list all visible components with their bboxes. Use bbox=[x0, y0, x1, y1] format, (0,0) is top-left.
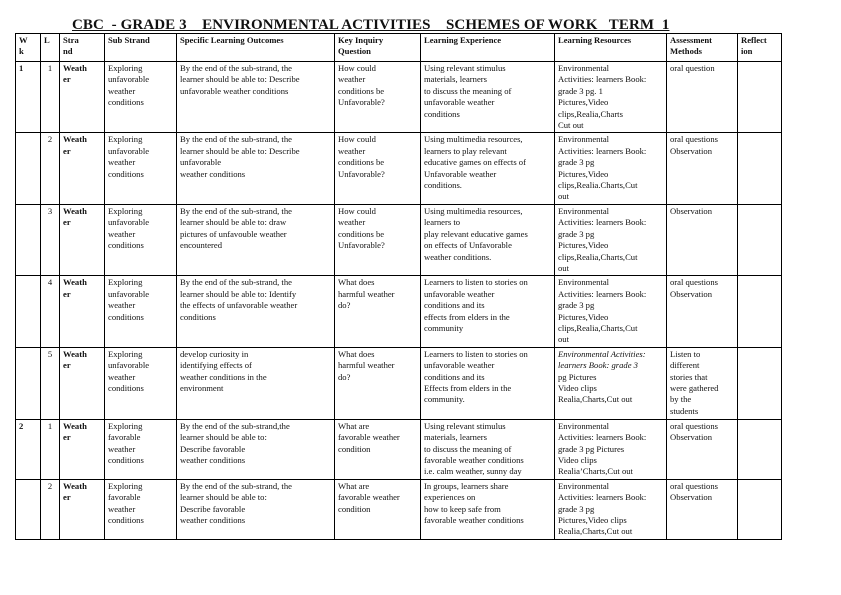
cell-key-inquiry-question: How could weather conditions be Unfavorable? bbox=[335, 133, 421, 204]
cell-sub-strand: Exploring unfavorable weather conditions bbox=[105, 347, 177, 419]
cell-specific-learning-outcomes: By the end of the sub-strand, the learner should be able to: Describe unfavorable weather conditions bbox=[177, 62, 335, 133]
cell-key-inquiry-question: What does harmful weather do? bbox=[335, 347, 421, 419]
cell-learning-experience: In groups, learners share experiences on how to keep safe from favorable weather conditions bbox=[421, 479, 555, 539]
cell-sub-strand: Exploring unfavorable weather conditions bbox=[105, 62, 177, 133]
cell-strand: Weath er bbox=[60, 204, 105, 275]
cell-lesson: 4 bbox=[41, 276, 60, 347]
cell-strand: Weath er bbox=[60, 479, 105, 539]
cell-learning-resources: Environmental Activities: learners Book: grade 3 pg. 1 Pictures,Video clips,Realia,Charts Cut out bbox=[555, 62, 667, 133]
cell-lesson: 2 bbox=[41, 133, 60, 204]
cell-key-inquiry-question: What are favorable weather condition bbox=[335, 479, 421, 539]
cell-reflection bbox=[738, 419, 782, 479]
cell-learning-experience: Using relevant stimulus materials, learners to discuss the meaning of favorable weather conditions i.e. calm weather, sunny day bbox=[421, 419, 555, 479]
cell-learning-experience: Learners to listen to stories on unfavorable weather conditions and its effects from elders in the community bbox=[421, 276, 555, 347]
cell-learning-resources bbox=[555, 347, 667, 419]
resources-list: pg Pictures Video clips Realia,Charts,Cut out bbox=[558, 371, 633, 405]
cell-specific-learning-outcomes: By the end of the sub-strand, the learner should be able to: Identify the effects of unfavorable weather conditions bbox=[177, 276, 335, 347]
cell-learning-experience: Learners to listen to stories on unfavorable weather conditions and its Effects from elders in the community. bbox=[421, 347, 555, 419]
cell-lesson: 2 bbox=[41, 479, 60, 539]
cell-assessment-methods: Observation bbox=[667, 204, 738, 275]
cell-key-inquiry-question: How could weather conditions be Unfavorable? bbox=[335, 62, 421, 133]
cell-key-inquiry-question: What does harmful weather do? bbox=[335, 276, 421, 347]
cell-sub-strand: Exploring favorable weather conditions bbox=[105, 419, 177, 479]
header-key-inquiry-question: Key Inquiry Question bbox=[335, 34, 421, 62]
cell-reflection bbox=[738, 347, 782, 419]
table-row bbox=[16, 276, 782, 347]
table-row bbox=[16, 62, 782, 133]
cell-assessment-methods: Listen to different stories that were gathered by the students bbox=[667, 347, 738, 419]
cell-specific-learning-outcomes: By the end of the sub-strand,the learner should be able to: Describe favorable weather conditions bbox=[177, 419, 335, 479]
table-row bbox=[16, 479, 782, 539]
cell-specific-learning-outcomes: By the end of the sub-strand, the learner should be able to: Describe unfavorable weather conditions bbox=[177, 133, 335, 204]
cell-specific-learning-outcomes: develop curiosity in identifying effects of weather conditions in the environment bbox=[177, 347, 335, 419]
cell-strand: Weath er bbox=[60, 347, 105, 419]
cell-week bbox=[16, 347, 41, 419]
cell-strand: Weath er bbox=[60, 276, 105, 347]
cell-week bbox=[16, 204, 41, 275]
cell-assessment-methods: oral questions Observation bbox=[667, 276, 738, 347]
header-lesson: L bbox=[41, 34, 60, 62]
table-row bbox=[16, 204, 782, 275]
header-row bbox=[16, 34, 782, 62]
cell-assessment-methods: oral questions Observation bbox=[667, 419, 738, 479]
header-strand: Stra nd bbox=[60, 34, 105, 62]
header-reflection: Reflect ion bbox=[738, 34, 782, 62]
cell-reflection bbox=[738, 204, 782, 275]
cell-week bbox=[16, 479, 41, 539]
cell-learning-experience: Using relevant stimulus materials, learners to discuss the meaning of unfavorable weather conditions bbox=[421, 62, 555, 133]
cell-reflection bbox=[738, 62, 782, 133]
schemes-of-work-table bbox=[15, 33, 782, 540]
header-assessment-methods: Assessment Methods bbox=[667, 34, 738, 62]
cell-learning-resources: Environmental Activities: learners Book: grade 3 pg Pictures Video clips Realia’Charts,Cut out bbox=[555, 419, 667, 479]
cell-key-inquiry-question: How could weather conditions be Unfavorable? bbox=[335, 204, 421, 275]
cell-learning-resources: Environmental Activities: learners Book: grade 3 pg Pictures,Video clips Realia,Charts,Cut out bbox=[555, 479, 667, 539]
cell-strand: Weath er bbox=[60, 419, 105, 479]
header-learning-experience: Learning Experience bbox=[421, 34, 555, 62]
cell-learning-resources: Environmental Activities: learners Book: grade 3 pg Pictures,Video clips,Realia.Charts,Cut out bbox=[555, 133, 667, 204]
cell-reflection bbox=[738, 133, 782, 204]
cell-sub-strand: Exploring unfavorable weather conditions bbox=[105, 276, 177, 347]
header-sub-strand: Sub Strand bbox=[105, 34, 177, 62]
resources-book-title: Environmental Activities: learners Book: grade 3 bbox=[558, 348, 646, 371]
cell-lesson: 1 bbox=[41, 62, 60, 133]
cell-sub-strand: Exploring unfavorable weather conditions bbox=[105, 133, 177, 204]
cell-week bbox=[16, 133, 41, 204]
cell-lesson: 1 bbox=[41, 419, 60, 479]
table-row bbox=[16, 419, 782, 479]
cell-learning-resources: Environmental Activities: learners Book: grade 3 pg Pictures,Video clips,Realia,Charts,Cut out bbox=[555, 276, 667, 347]
cell-strand: Weath er bbox=[60, 62, 105, 133]
header-week: W k bbox=[16, 34, 41, 62]
cell-lesson: 5 bbox=[41, 347, 60, 419]
cell-week: 2 bbox=[16, 419, 41, 479]
cell-lesson: 3 bbox=[41, 204, 60, 275]
cell-sub-strand: Exploring unfavorable weather conditions bbox=[105, 204, 177, 275]
cell-learning-experience: Using multimedia resources, learners to play relevant educative games on effects of Unfavorable weather conditions. bbox=[421, 204, 555, 275]
cell-specific-learning-outcomes: By the end of the sub-strand, the learner should be able to: Describe favorable weather conditions bbox=[177, 479, 335, 539]
cell-assessment-methods: oral questions Observation bbox=[667, 479, 738, 539]
cell-week bbox=[16, 276, 41, 347]
cell-reflection bbox=[738, 276, 782, 347]
cell-reflection bbox=[738, 479, 782, 539]
cell-learning-experience: Using multimedia resources, learners to play relevant educative games on effects of Unfavorable weather conditions. bbox=[421, 133, 555, 204]
cell-sub-strand: Exploring favorable weather conditions bbox=[105, 479, 177, 539]
header-specific-learning-outcomes: Specific Learning Outcomes bbox=[177, 34, 335, 62]
table-row bbox=[16, 133, 782, 204]
cell-specific-learning-outcomes: By the end of the sub-strand, the learner should be able to: draw pictures of unfavouble weather encountered bbox=[177, 204, 335, 275]
table-row bbox=[16, 347, 782, 419]
cell-learning-resources: Environmental Activities: learners Book: grade 3 pg Pictures,Video clips,Realia,Charts,Cut out bbox=[555, 204, 667, 275]
cell-week: 1 bbox=[16, 62, 41, 133]
header-learning-resources: Learning Resources bbox=[555, 34, 667, 62]
cell-key-inquiry-question: What are favorable weather condition bbox=[335, 419, 421, 479]
document-title: CBC - GRADE 3 ENVIRONMENTAL ACTIVITIES SCHEMES OF WORK TERM 1 bbox=[72, 17, 670, 33]
cell-assessment-methods: oral questions Observation bbox=[667, 133, 738, 204]
cell-strand: Weath er bbox=[60, 133, 105, 204]
cell-assessment-methods: oral question bbox=[667, 62, 738, 133]
